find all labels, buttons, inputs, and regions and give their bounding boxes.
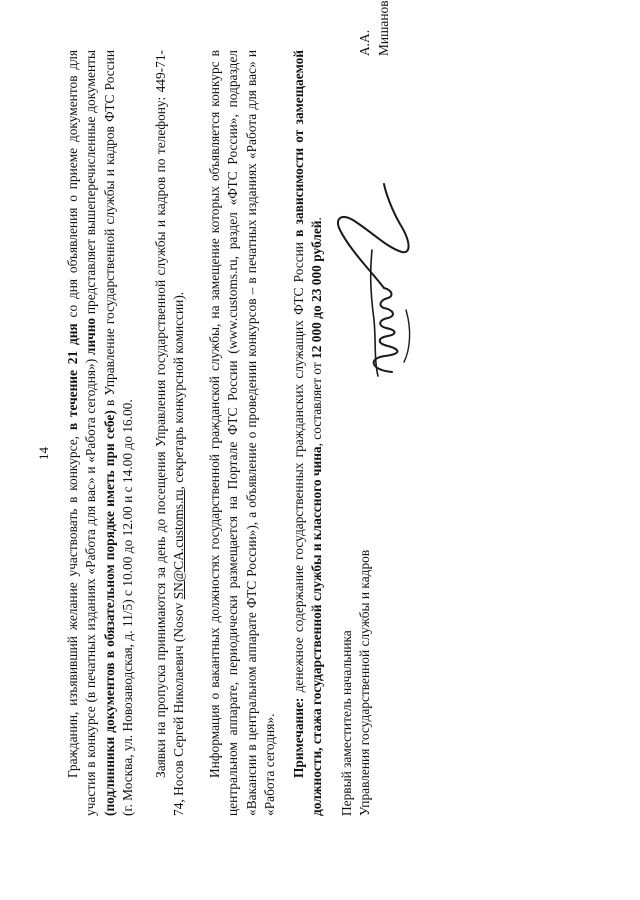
text: со дня объявления о приеме документов для участия в конкурсе (в печатных изданиях «Работа для вас» и «Работа сегодня») [65,50,99,816]
page-number: 14 [36,447,51,460]
text: Гражданин, изъявивший желание участвовать в конкурсе, [65,430,80,778]
paragraph-pass-requests [152,50,189,816]
text: в Управление государственной службы и кадров ФТС России (г. Москва, ул. Новозаводская, д. 11/5) с 10.00 до 12.00 и с 14.00 до 16.00. [101,50,136,816]
signer-name: А.А. Мишанов [357,0,391,56]
bold-deadline: в течение 21 дня [65,323,80,431]
handwritten-signature [330,180,430,380]
paragraph-salary-note [290,50,327,816]
paragraph-vacancy-info [206,50,280,816]
bold-originals-note: (подлинники документов в обязательном порядке иметь при себе) [101,410,117,816]
paragraph-application-deadline [64,50,138,816]
text: , секретарь конкурсной комиссии). [171,291,187,490]
bold-salary-factors: в зависимости от замещаемой должности, стажа государственной службы и классного чина [291,49,325,816]
signer-title-line2: Управления государственной службы и кадров [357,549,373,816]
text: Заявки на пропуска принимаются за день до посещения Управления государственной службы и кадров по телефону: 449-71-74, Носов Сергей Николаевич (Nosov [153,50,187,816]
text: представляет вышеперечисленные документы [83,50,99,318]
bold-in-person: лично [83,317,99,356]
text: денежное содержание государственных гражданских служащих ФТС России [291,236,306,698]
note-label: Примечание: [291,697,306,778]
text: . [309,217,325,221]
signer-title-line1: Первый заместитель начальника [339,630,354,816]
text: Информация о вакантных должностях государственной гражданской службы, на замещение которых объявляется конкурс в центральном аппарате, периодически размещается на Портале ФТС России (www.customs.ru, раздел «ФТС России», подраздел «Вакансии в центральном аппарате ФТС России»), а объявление о проведении конкурсов – в печатных изданиях «Работа для вас» и «Работа сегодня». [207,50,278,816]
text: , составляет от [309,358,325,447]
email-link[interactable]: SN@CA.customs.ru [171,489,187,600]
bold-salary-range: 12 000 до 23 000 рублей [309,220,325,359]
